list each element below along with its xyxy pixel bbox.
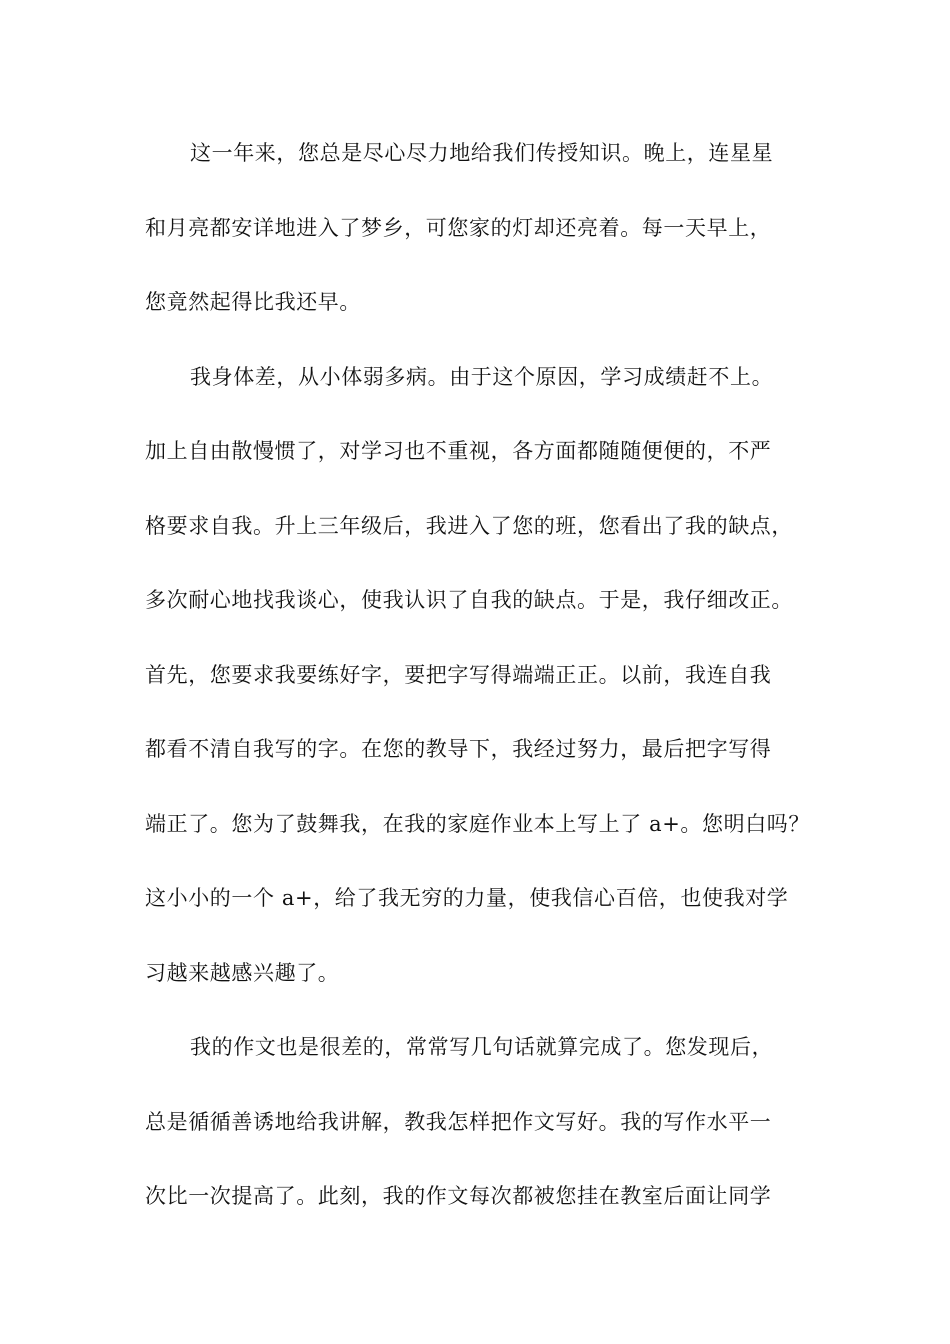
text-line: 您竟然起得比我还早。 xyxy=(145,290,361,314)
text-line: 加上自由散慢惯了，对学习也不重视，各方面都随随便便的，不严 xyxy=(145,439,772,463)
text-line: 和月亮都安详地进入了梦乡，可您家的灯却还亮着。每一天早上， xyxy=(145,215,772,240)
text-line: 这一年来，您总是尽心尽力地给我们传授知识。晚上，连星星 xyxy=(190,141,774,165)
text-line: 我的作文也是很差的，常常写几句话就算完成了。您发现后， xyxy=(190,1035,774,1059)
text-line: 次比一次提高了。此刻，我的作文每次都被您挂在教室后面让同学 xyxy=(145,1184,772,1208)
text-line: 习越来越感兴趣了。 xyxy=(145,960,340,985)
text-line: 我身体差，从小体弱多病。由于这个原因，学习成绩赶不上。 xyxy=(190,364,774,389)
text-line: 总是循循善诱地给我讲解，教我怎样把作文写好。我的写作水平一 xyxy=(145,1109,772,1134)
text-line: 都看不清自我写的字。在您的教导下，我经过努力，最后把字写得 xyxy=(145,737,772,761)
text-line: 首先，您要求我要练好字，要把字写得端端正正。以前，我连自我 xyxy=(145,662,772,687)
text-line: 这小小的一个 a+，给了我无穷的力量，使我信心百倍，也使我对学 xyxy=(145,886,789,910)
text-line: 端正了。您为了鼓舞我，在我的家庭作业本上写上了 a+。您明白吗？ xyxy=(145,811,810,836)
text-line: 格要求自我。升上三年级后，我进入了您的班，您看出了我的缺点， xyxy=(145,513,793,538)
body-text xyxy=(145,130,835,1248)
text-line: 多次耐心地找我谈心，使我认识了自我的缺点。于是，我仔细改正。 xyxy=(145,588,793,612)
